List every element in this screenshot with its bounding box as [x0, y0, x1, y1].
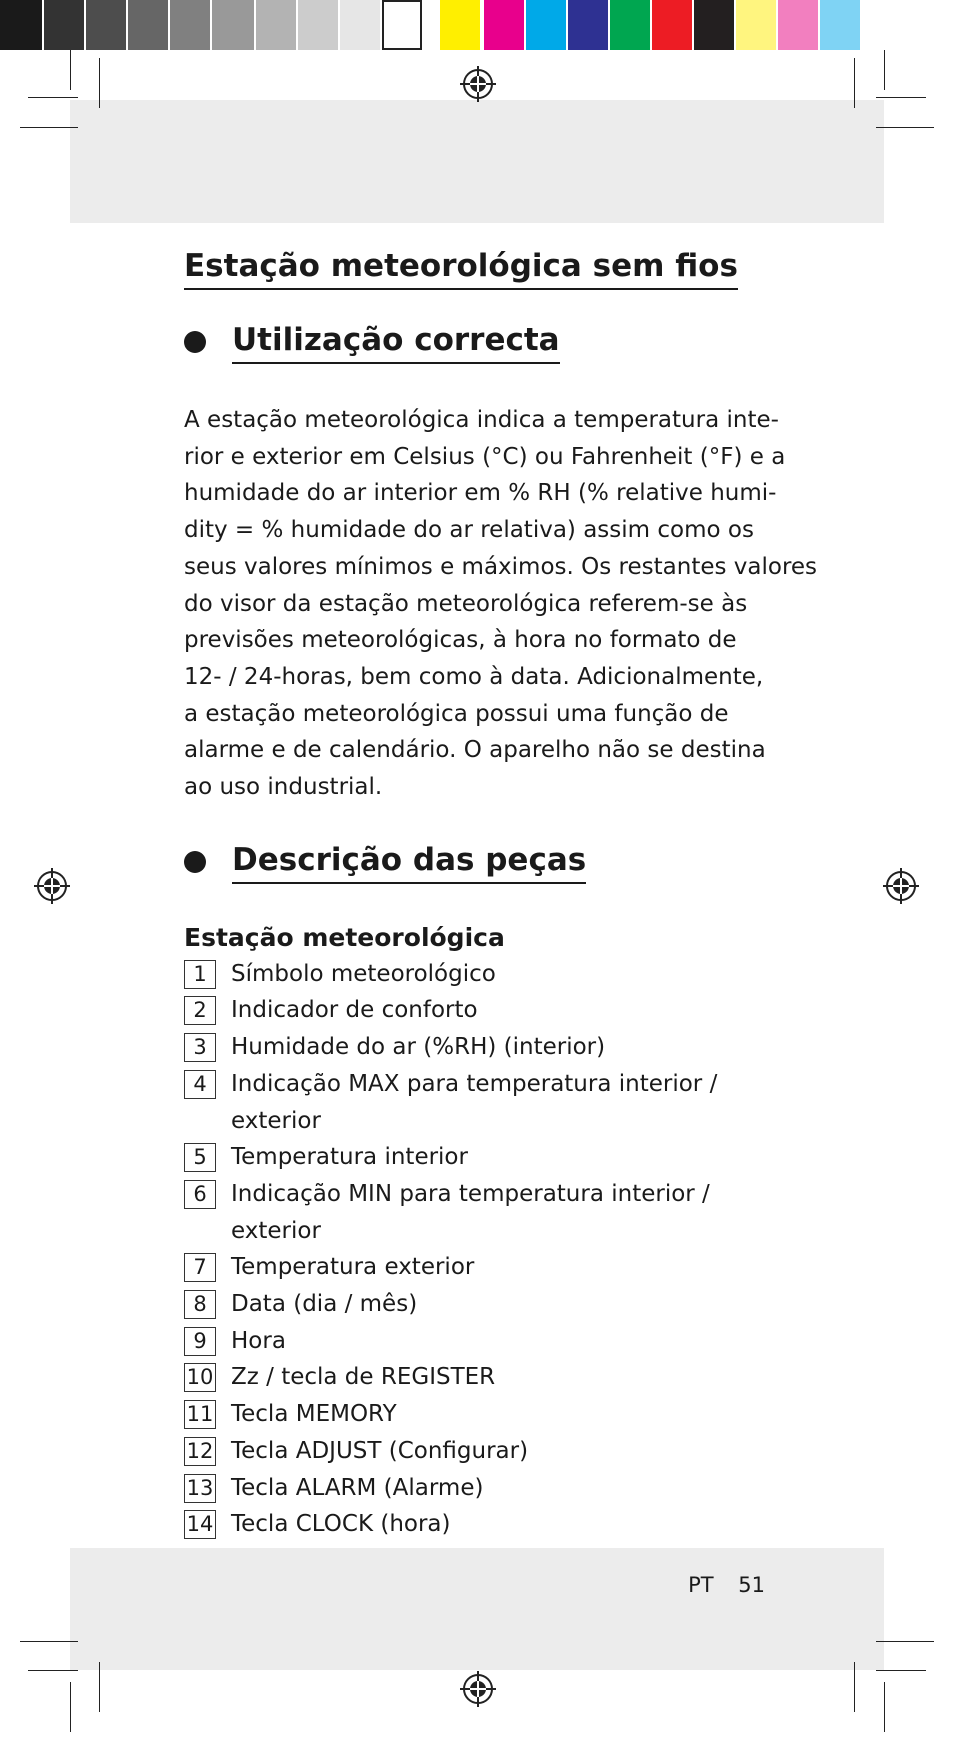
color-swatch	[610, 0, 650, 50]
list-item	[184, 1396, 784, 1433]
item-number-box: 2	[184, 996, 216, 1025]
item-label: Temperatura exterior	[231, 1254, 475, 1281]
crop-mark	[854, 58, 855, 108]
parts-subheading: Estação meteorológica	[184, 922, 505, 952]
crop-mark	[70, 50, 71, 90]
color-swatch	[736, 0, 776, 50]
color-swatch	[44, 0, 84, 50]
item-label: Indicação MAX para temperatura interior /	[231, 1070, 718, 1097]
list-item	[184, 1176, 784, 1249]
crop-mark	[876, 1670, 926, 1671]
paragraph-line: do visor da estação meteorológica referem-se às	[184, 590, 748, 617]
paragraph-line: seus valores mínimos e máximos. Os restantes valores	[184, 553, 818, 580]
item-label: Hora	[231, 1327, 286, 1354]
footer-shade	[70, 1548, 884, 1670]
color-swatch	[484, 0, 524, 50]
item-number-box: 4	[184, 1070, 216, 1099]
item-number-box: 6	[184, 1180, 216, 1209]
item-label: Temperatura interior	[231, 1144, 468, 1171]
paragraph-line: ao uso industrial.	[184, 774, 383, 801]
list-item	[184, 1249, 784, 1286]
page-title: Estação meteorológica sem fios	[184, 246, 738, 290]
color-swatch	[256, 0, 296, 50]
item-number-box: 13	[184, 1474, 216, 1503]
color-swatch	[440, 0, 480, 50]
list-item	[184, 1506, 784, 1543]
page-number: 51	[738, 1573, 765, 1597]
list-item	[184, 1433, 784, 1470]
crop-mark	[854, 1662, 855, 1712]
item-number-box: 5	[184, 1143, 216, 1172]
list-item	[184, 1323, 784, 1360]
list-item	[184, 992, 784, 1029]
item-number-box: 14	[184, 1510, 216, 1539]
list-item	[184, 1359, 784, 1396]
bullet-icon	[184, 851, 206, 873]
item-label: Indicador de conforto	[231, 997, 478, 1024]
usage-paragraph	[184, 402, 818, 806]
color-swatch	[212, 0, 254, 50]
crop-mark	[876, 127, 934, 128]
crop-mark	[20, 1641, 78, 1642]
color-swatch	[128, 0, 168, 50]
section-title: Descrição das peças	[232, 840, 586, 884]
item-number-box: 12	[184, 1437, 216, 1466]
bullet-icon	[184, 331, 206, 353]
paragraph-line: 12- / 24-horas, bem como à data. Adicionalmente,	[184, 663, 764, 690]
registration-mark-icon	[883, 868, 919, 904]
parts-list	[184, 956, 784, 1543]
crop-mark	[99, 58, 100, 108]
item-number-box: 10	[184, 1363, 216, 1392]
item-label: Tecla ADJUST (Configurar)	[231, 1437, 529, 1464]
color-swatch	[694, 0, 734, 50]
item-label: Tecla CLOCK (hora)	[231, 1511, 451, 1538]
item-label: Tecla MEMORY	[231, 1401, 397, 1428]
printer-color-bar	[0, 0, 954, 50]
paragraph-line: a estação meteorológica possui uma função de	[184, 700, 729, 727]
crop-mark	[876, 1641, 934, 1642]
section-heading-usage	[184, 320, 784, 364]
paragraph-line: alarme e de calendário. O aparelho não se destina	[184, 737, 766, 764]
color-swatch	[0, 0, 42, 50]
list-item	[184, 1286, 784, 1323]
item-label: Data (dia / mês)	[231, 1291, 418, 1318]
paragraph-line: humidade do ar interior em % RH (% relative humi-	[184, 480, 777, 507]
registration-mark-icon	[460, 66, 496, 102]
item-label: Tecla ALARM (Alarme)	[231, 1474, 484, 1501]
color-swatch	[568, 0, 608, 50]
color-swatch	[340, 0, 380, 50]
color-swatch	[382, 0, 422, 50]
list-item	[184, 956, 784, 993]
item-number-box: 11	[184, 1400, 216, 1429]
paragraph-line: dity = % humidade do ar relativa) assim como os	[184, 517, 754, 544]
paragraph-line: A estação meteorológica indica a temperatura inte-	[184, 407, 779, 433]
color-swatch	[86, 0, 126, 50]
list-item	[184, 1470, 784, 1507]
item-number-box: 9	[184, 1327, 216, 1356]
registration-mark-icon	[34, 868, 70, 904]
language-code: PT	[688, 1573, 714, 1597]
crop-mark	[884, 1682, 885, 1732]
item-number-box: 7	[184, 1253, 216, 1282]
crop-mark	[28, 1670, 78, 1671]
item-label: exterior	[231, 1217, 321, 1244]
page-content	[184, 246, 818, 1543]
color-swatch	[170, 0, 210, 50]
section-heading-parts	[184, 840, 784, 884]
item-label: Indicação MIN para temperatura interior /	[231, 1180, 710, 1207]
paragraph-line: previsões meteorológicas, à hora no formato de	[184, 627, 737, 654]
crop-mark	[70, 1682, 71, 1732]
crop-mark	[884, 50, 885, 90]
item-label: Símbolo meteorológico	[231, 960, 496, 987]
crop-mark	[20, 127, 78, 128]
list-item	[184, 1139, 784, 1176]
paragraph-line: rior e exterior em Celsius (°C) ou Fahrenheit (°F) e a	[184, 443, 786, 470]
page-footer	[688, 1573, 765, 1597]
color-swatch	[778, 0, 818, 50]
list-item	[184, 1029, 784, 1066]
color-swatch	[298, 0, 338, 50]
color-swatch	[652, 0, 692, 50]
list-item	[184, 1066, 784, 1139]
crop-mark	[876, 97, 926, 98]
crop-mark	[99, 1662, 100, 1712]
color-swatch	[820, 0, 860, 50]
section-title: Utilização correcta	[232, 320, 560, 364]
item-number-box: 8	[184, 1290, 216, 1319]
item-label: Zz / tecla de REGISTER	[231, 1364, 496, 1391]
item-label: exterior	[231, 1107, 321, 1134]
registration-mark-icon	[460, 1671, 496, 1707]
item-label: Humidade do ar (%RH) (interior)	[231, 1034, 606, 1061]
crop-mark	[28, 97, 78, 98]
item-number-box: 1	[184, 960, 216, 989]
color-swatch	[526, 0, 566, 50]
header-shade	[70, 100, 884, 223]
item-number-box: 3	[184, 1033, 216, 1062]
